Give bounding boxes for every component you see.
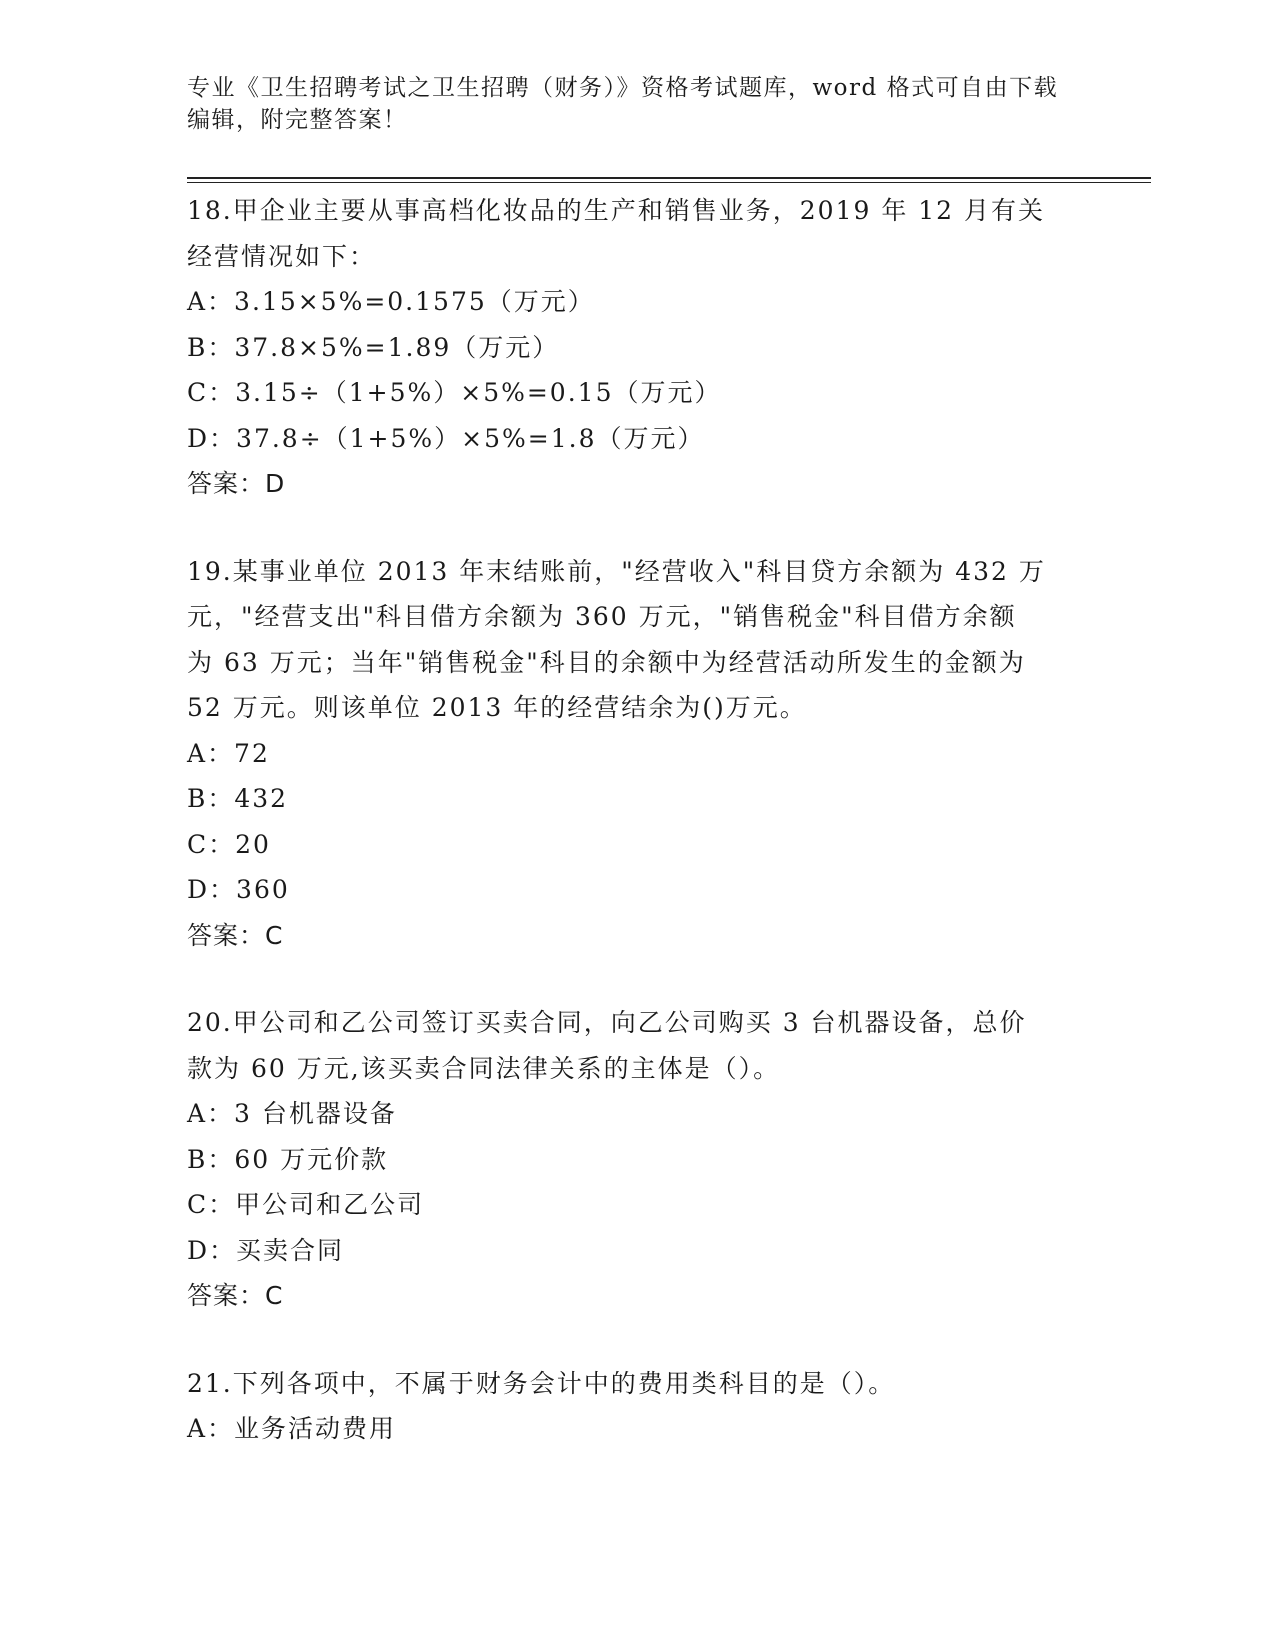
stem-line: 元，"经营支出"科目借方余额为 360 万元，"销售税金"科目借方余额: [187, 602, 1017, 631]
answer: 答案：C: [187, 920, 284, 950]
option-a: A：业务活动费用: [187, 1414, 397, 1443]
header-divider: [187, 177, 1151, 179]
stem-line: 19.某事业单位 2013 年末结账前，"经营收入"科目贷方余额为 432 万: [187, 556, 1046, 586]
option-c: C：甲公司和乙公司: [187, 1190, 425, 1219]
question-stem: [187, 1000, 1067, 1091]
question-20: [187, 1000, 1067, 1319]
option-d: D：37.8÷（1+5%）×5%=1.8（万元）: [187, 423, 705, 453]
option-d: D：买卖合同: [187, 1235, 345, 1265]
header-line-1: 专业《卫生招聘考试之卫生招聘（财务）》资格考试题库，word 格式可自由下载: [187, 75, 1059, 101]
question-list: [187, 188, 1067, 1494]
header-divider-thin: [187, 182, 1151, 183]
document-header: [187, 72, 1067, 136]
stem-line: 20.甲公司和乙公司签订买卖合同，向乙公司购买 3 台机器设备，总价: [187, 1008, 1027, 1037]
stem-line: 经营情况如下：: [187, 241, 377, 271]
option-a: A：3 台机器设备: [187, 1099, 397, 1128]
stem-line: 款为 60 万元,该买卖合同法律关系的主体是（）。: [187, 1053, 781, 1083]
question-21: [187, 1361, 1067, 1452]
question-stem: [187, 549, 1067, 731]
option-b: B：60 万元价款: [187, 1144, 389, 1174]
stem-line: 52 万元。则该单位 2013 年的经营结余为()万元。: [187, 693, 807, 722]
stem-line: 18.甲企业主要从事高档化妆品的生产和销售业务，2019 年 12 月有关: [187, 196, 1046, 225]
question-19: [187, 549, 1067, 959]
header-line-2: 编辑，附完整答案！: [187, 107, 408, 133]
answer: 答案：C: [187, 1281, 284, 1310]
option-b: B：432: [187, 784, 289, 813]
stem-line: 为 63 万元；当年"销售税金"科目的余额中为经营活动所发生的金额为: [187, 647, 1026, 677]
option-c: C：20: [187, 829, 271, 859]
option-c: C：3.15÷（1+5%）×5%=0.15（万元）: [187, 378, 722, 407]
question-stem: [187, 1361, 1067, 1407]
option-a: A：72: [187, 738, 270, 768]
option-d: D：360: [187, 875, 290, 904]
question-18: [187, 188, 1067, 507]
option-a: A：3.15×5%=0.1575（万元）: [187, 287, 595, 316]
option-b: B：37.8×5%=1.89（万元）: [187, 332, 560, 362]
stem-line: 21.下列各项中，不属于财务会计中的费用类科目的是（）。: [187, 1368, 896, 1398]
question-stem: [187, 188, 1067, 279]
answer: 答案：D: [187, 469, 286, 498]
